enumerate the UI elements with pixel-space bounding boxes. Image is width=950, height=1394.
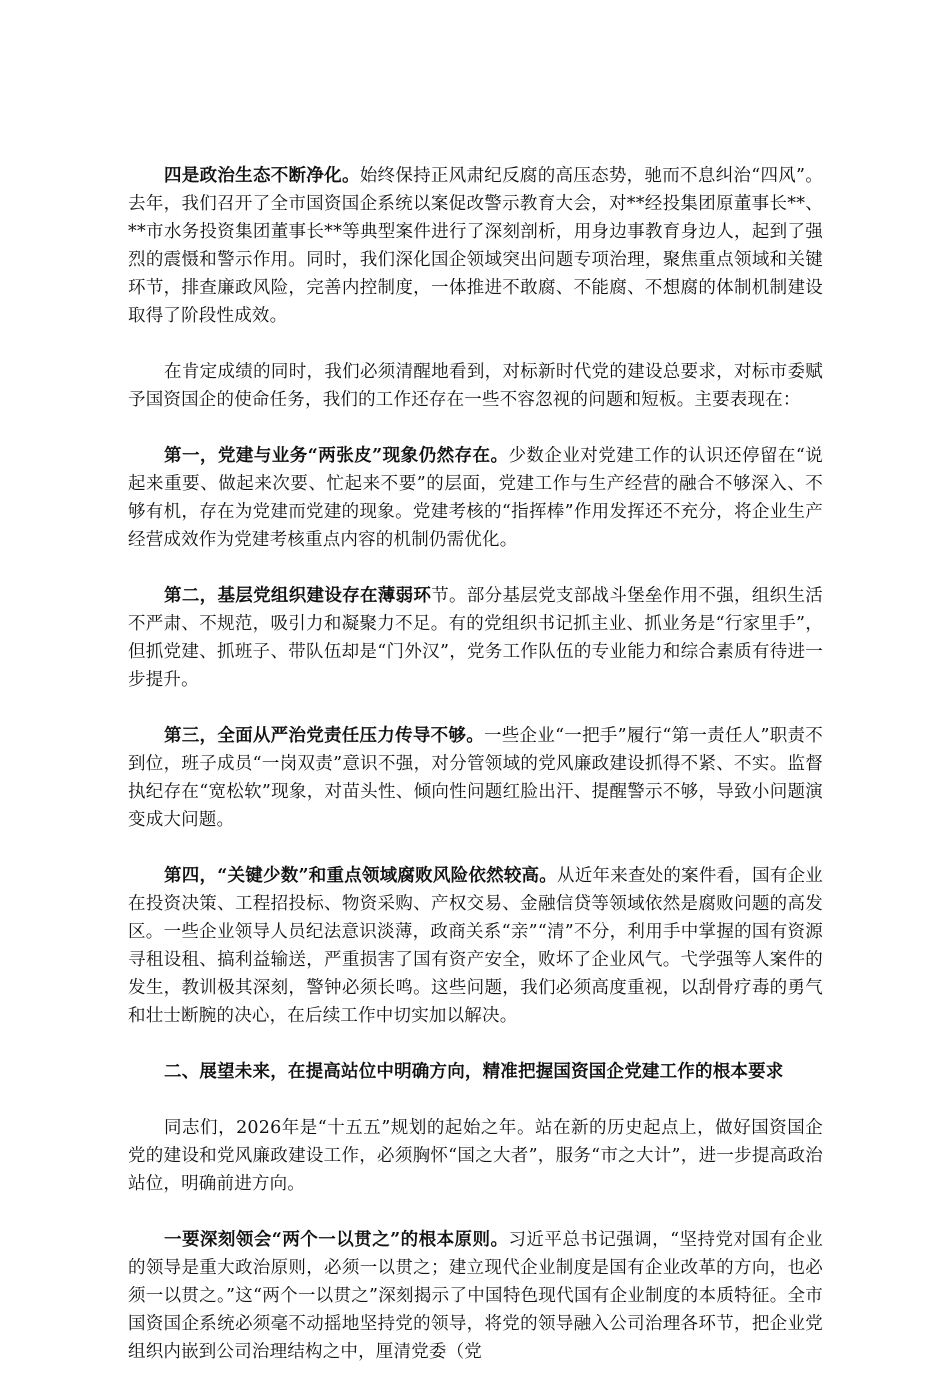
paragraph-lead: 第四，“关键少数”和重点领域腐败风险依然较高。 xyxy=(164,866,558,886)
paragraph-lead: 一要深刻领会“两个一以贯之”的根本原则。 xyxy=(164,1230,509,1250)
paragraph-problem-3 xyxy=(128,722,823,834)
paragraph-lead: 第一，党建与业务“两张皮”现象仍然存在。 xyxy=(164,446,509,466)
paragraph-lead: 第二，基层党组织建设存在薄弱环 xyxy=(164,586,432,606)
paragraph-text: 一些企业“一把手”履行“第一责任人”职责不到位，班子成员“一岗双责”意识不强，对分管领域的党风廉政建设抓得不紧、不实。监督执纪存在“宽松软”现象，对苗头性、倾向性问题红脸出汗、提醒警示不够，导致小问题演变成大问题。 xyxy=(128,726,823,830)
paragraph-problem-2 xyxy=(128,582,823,694)
paragraph-lead: 四是政治生态不断净化。 xyxy=(164,166,360,186)
paragraph-text: 始终保持正风肃纪反腐的高压态势，驰而不息纠治“四风”。去年，我们召开了全市国资国企系统以案促改警示教育大会，对**经投集团原董事长**、**市水务投资集团董事长**等典型案件进行了深刻剖析，用身边事教育身边人，起到了强烈的震慑和警示作用。同时，我们深化国企领域突出问题专项治理，聚焦重点领域和关键环节，排查廉政风险，完善内控制度，一体推进不敢腐、不能腐、不想腐的体制机制建设取得了阶段性成效。 xyxy=(128,166,824,326)
paragraph-outlook-intro xyxy=(128,1114,823,1198)
document-body xyxy=(128,162,823,1394)
paragraph-problems-intro xyxy=(128,358,823,414)
paragraph-text: 习近平总书记强调，“坚持党对国有企业的领导是重大政治原则，必须一以贯之；建立现代企业制度是国有企业改革的方向，也必须一以贯之。”这“两个一以贯之”深刻揭示了中国特色现代国有企业制度的本质特征。全市国资国企系统必须毫不动摇地坚持党的领导，将党的领导融入公司治理各环节，把企业党组织内嵌到公司治理结构之中，厘清党委（党 xyxy=(128,1230,823,1362)
paragraph-problem-4 xyxy=(128,862,823,1030)
paragraph-text: 少数企业对党建工作的认识还停留在“说起来重要、做起来次要、忙起来不要”的层面，党建工作与生产经营的融合不够深入、不够有机，存在为党建而党建的现象。党建考核的“指挥棒”作用发挥还不充分，将企业生产经营成效作为党建考核重点内容的机制仍需优化。 xyxy=(128,446,823,550)
paragraph-problem-1 xyxy=(128,442,823,554)
section-heading-2: 二、展望未来，在提高站位中明确方向，精准把握国资国企党建工作的根本要求 xyxy=(164,1062,784,1082)
paragraph-text: 在肯定成绩的同时，我们必须清醒地看到，对标新时代党的建设总要求，对标市委赋予国资国企的使命任务，我们的工作还存在一些不容忽视的问题和短板。主要表现在： xyxy=(128,362,823,410)
paragraph-political-ecology xyxy=(128,162,823,330)
paragraph-text: 同志们，2026年是“十五五”规划的起始之年。站在新的历史起点上，做好国资国企党的建设和党风廉政建设工作，必须胸怀“国之大者”，服务“市之大计”，进一步提高政治站位，明确前进方向。 xyxy=(128,1118,823,1194)
paragraph-lead: 第三，全面从严治党责任压力传导不够。 xyxy=(164,726,484,746)
paragraph-text: 节。部分基层党支部战斗堡垒作用不强，组织生活不严肃、不规范，吸引力和凝聚力不足。有的党组织书记抓主业、抓业务是“行家里手”，但抓党建、抓班子、带队伍却是“门外汉”，党务工作队伍的专业能力和综合素质有待进一步提升。 xyxy=(128,586,824,690)
paragraph-text: 从近年来查处的案件看，国有企业在投资决策、工程招投标、物资采购、产权交易、金融信贷等领域依然是腐败问题的高发区。一些企业领导人员纪法意识淡薄，政商关系“亲”“清”不分，利用手中掌握的国有资源寻租设租、搞利益输送，严重损害了国有资产安全，败坏了企业风气。弋学强等人案件的发生，教训极其深刻，警钟必须长鸣。这些问题，我们必须高度重视，以刮骨疗毒的勇气和壮士断腕的决心，在后续工作中切实加以解决。 xyxy=(128,866,824,1026)
paragraph-principle-1 xyxy=(128,1226,823,1366)
